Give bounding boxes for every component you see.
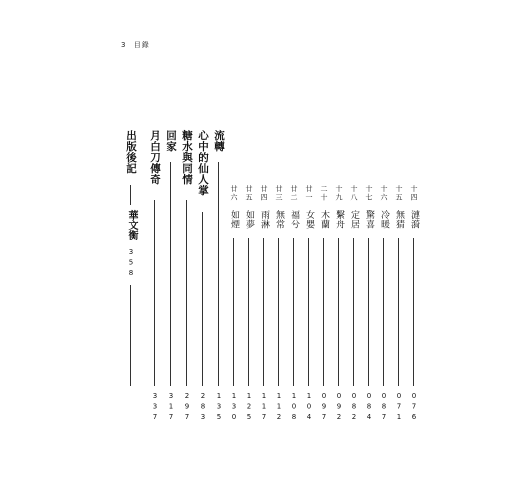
- chapter-page: 108: [290, 392, 298, 424]
- leader-line: [398, 238, 399, 386]
- chapter-title: 無猜: [394, 210, 404, 229]
- chapter-page: 112: [275, 392, 283, 424]
- toc-entry[interactable]: [332, 0, 346, 500]
- section-title: 糖水與同情: [181, 130, 193, 185]
- toc-section[interactable]: [148, 0, 162, 500]
- toc-entry[interactable]: [272, 0, 286, 500]
- chapter-title: 女嬰: [304, 210, 314, 229]
- chapter-number: 十七: [365, 185, 373, 202]
- chapter-number: 十六: [380, 185, 388, 202]
- chapter-page: 092: [335, 392, 343, 424]
- chapter-title: 冷暖: [379, 210, 389, 229]
- leader-line: [248, 238, 249, 386]
- toc-entry[interactable]: [392, 0, 406, 500]
- chapter-number: 廿三: [275, 185, 283, 202]
- leader-line: [202, 212, 203, 386]
- chapter-page: 082: [350, 392, 358, 424]
- leader-line: [154, 200, 155, 386]
- leader-line: [368, 238, 369, 386]
- toc-entry[interactable]: [362, 0, 376, 500]
- chapter-number: 廿四: [260, 185, 268, 202]
- toc-entry[interactable]: [302, 0, 316, 500]
- toc-afterword[interactable]: [124, 0, 138, 500]
- chapter-page: 117: [260, 392, 268, 424]
- chapter-number: 廿五: [245, 185, 253, 202]
- chapter-number: 廿一: [305, 185, 313, 202]
- toc-section[interactable]: [180, 0, 194, 500]
- section-title: 回家: [165, 130, 177, 152]
- chapter-title: 漣漪: [409, 210, 419, 229]
- leader-line: [308, 238, 309, 386]
- leader-line: [293, 238, 294, 386]
- toc-entry[interactable]: [257, 0, 271, 500]
- leader-line: [263, 238, 264, 386]
- chapter-number: 十九: [335, 185, 343, 202]
- toc-entry[interactable]: [287, 0, 301, 500]
- leader-line: [278, 238, 279, 386]
- chapter-title: 繫舟: [334, 210, 344, 229]
- chapter-page: 097: [320, 392, 328, 424]
- chapter-title: 定居: [349, 210, 359, 229]
- leader-line: [338, 238, 339, 386]
- section-page: 337: [151, 392, 159, 424]
- afterword-author: 華文衡: [126, 210, 137, 240]
- header-title: 目錄: [133, 41, 150, 49]
- toc-section[interactable]: [164, 0, 178, 500]
- toc-section[interactable]: [196, 0, 210, 500]
- leader-line: [130, 285, 131, 386]
- chapter-page: 087: [380, 392, 388, 424]
- chapter-number: 廿二: [290, 185, 298, 202]
- toc-entry[interactable]: [317, 0, 331, 500]
- toc-entry[interactable]: [407, 0, 421, 500]
- afterword-page: 358: [127, 248, 135, 280]
- leader-line: [323, 238, 324, 386]
- leader-line: [353, 238, 354, 386]
- chapter-number: 十五: [395, 185, 403, 202]
- leader-line: [413, 238, 414, 386]
- chapter-title: 驚喜: [364, 210, 374, 229]
- chapter-title: 如夢: [244, 210, 254, 229]
- chapter-title: 無常: [274, 210, 284, 229]
- leader-line: [233, 238, 234, 386]
- header-page-number: 3: [121, 41, 127, 49]
- toc-entry[interactable]: [347, 0, 361, 500]
- section-page: 283: [199, 392, 207, 424]
- toc-entry[interactable]: [377, 0, 391, 500]
- section-page: 135: [215, 392, 223, 424]
- section-page: 317: [167, 392, 175, 424]
- leader-line: [218, 162, 219, 386]
- section-page: 297: [183, 392, 191, 424]
- toc-section[interactable]: [212, 0, 226, 500]
- chapter-page: 084: [365, 392, 373, 424]
- toc-entry[interactable]: [242, 0, 256, 500]
- chapter-title: 木蘭: [319, 210, 329, 229]
- chapter-number: 十四: [410, 185, 418, 202]
- toc-entry[interactable]: [227, 0, 241, 500]
- section-title: 流轉: [213, 130, 225, 152]
- leader-line: [170, 162, 171, 386]
- chapter-page: 071: [395, 392, 403, 424]
- chapter-page: 104: [305, 392, 313, 424]
- chapter-number: 十八: [350, 185, 358, 202]
- chapter-title: 福兮: [289, 210, 299, 229]
- afterword-title: 出版後記: [125, 130, 137, 174]
- chapter-number: 二十: [320, 185, 328, 202]
- chapter-page: 130: [230, 392, 238, 424]
- section-title: 心中的仙人掌: [197, 130, 209, 196]
- chapter-page: 076: [410, 392, 418, 424]
- leader-line: [383, 238, 384, 386]
- chapter-page: 125: [245, 392, 253, 424]
- section-title: 月白刀傳奇: [149, 130, 161, 185]
- chapter-title: 如煙: [229, 210, 239, 229]
- leader-line: [186, 200, 187, 386]
- chapter-title: 雨淋: [259, 210, 269, 229]
- leader-line: [130, 185, 131, 205]
- chapter-number: 廿六: [230, 185, 238, 202]
